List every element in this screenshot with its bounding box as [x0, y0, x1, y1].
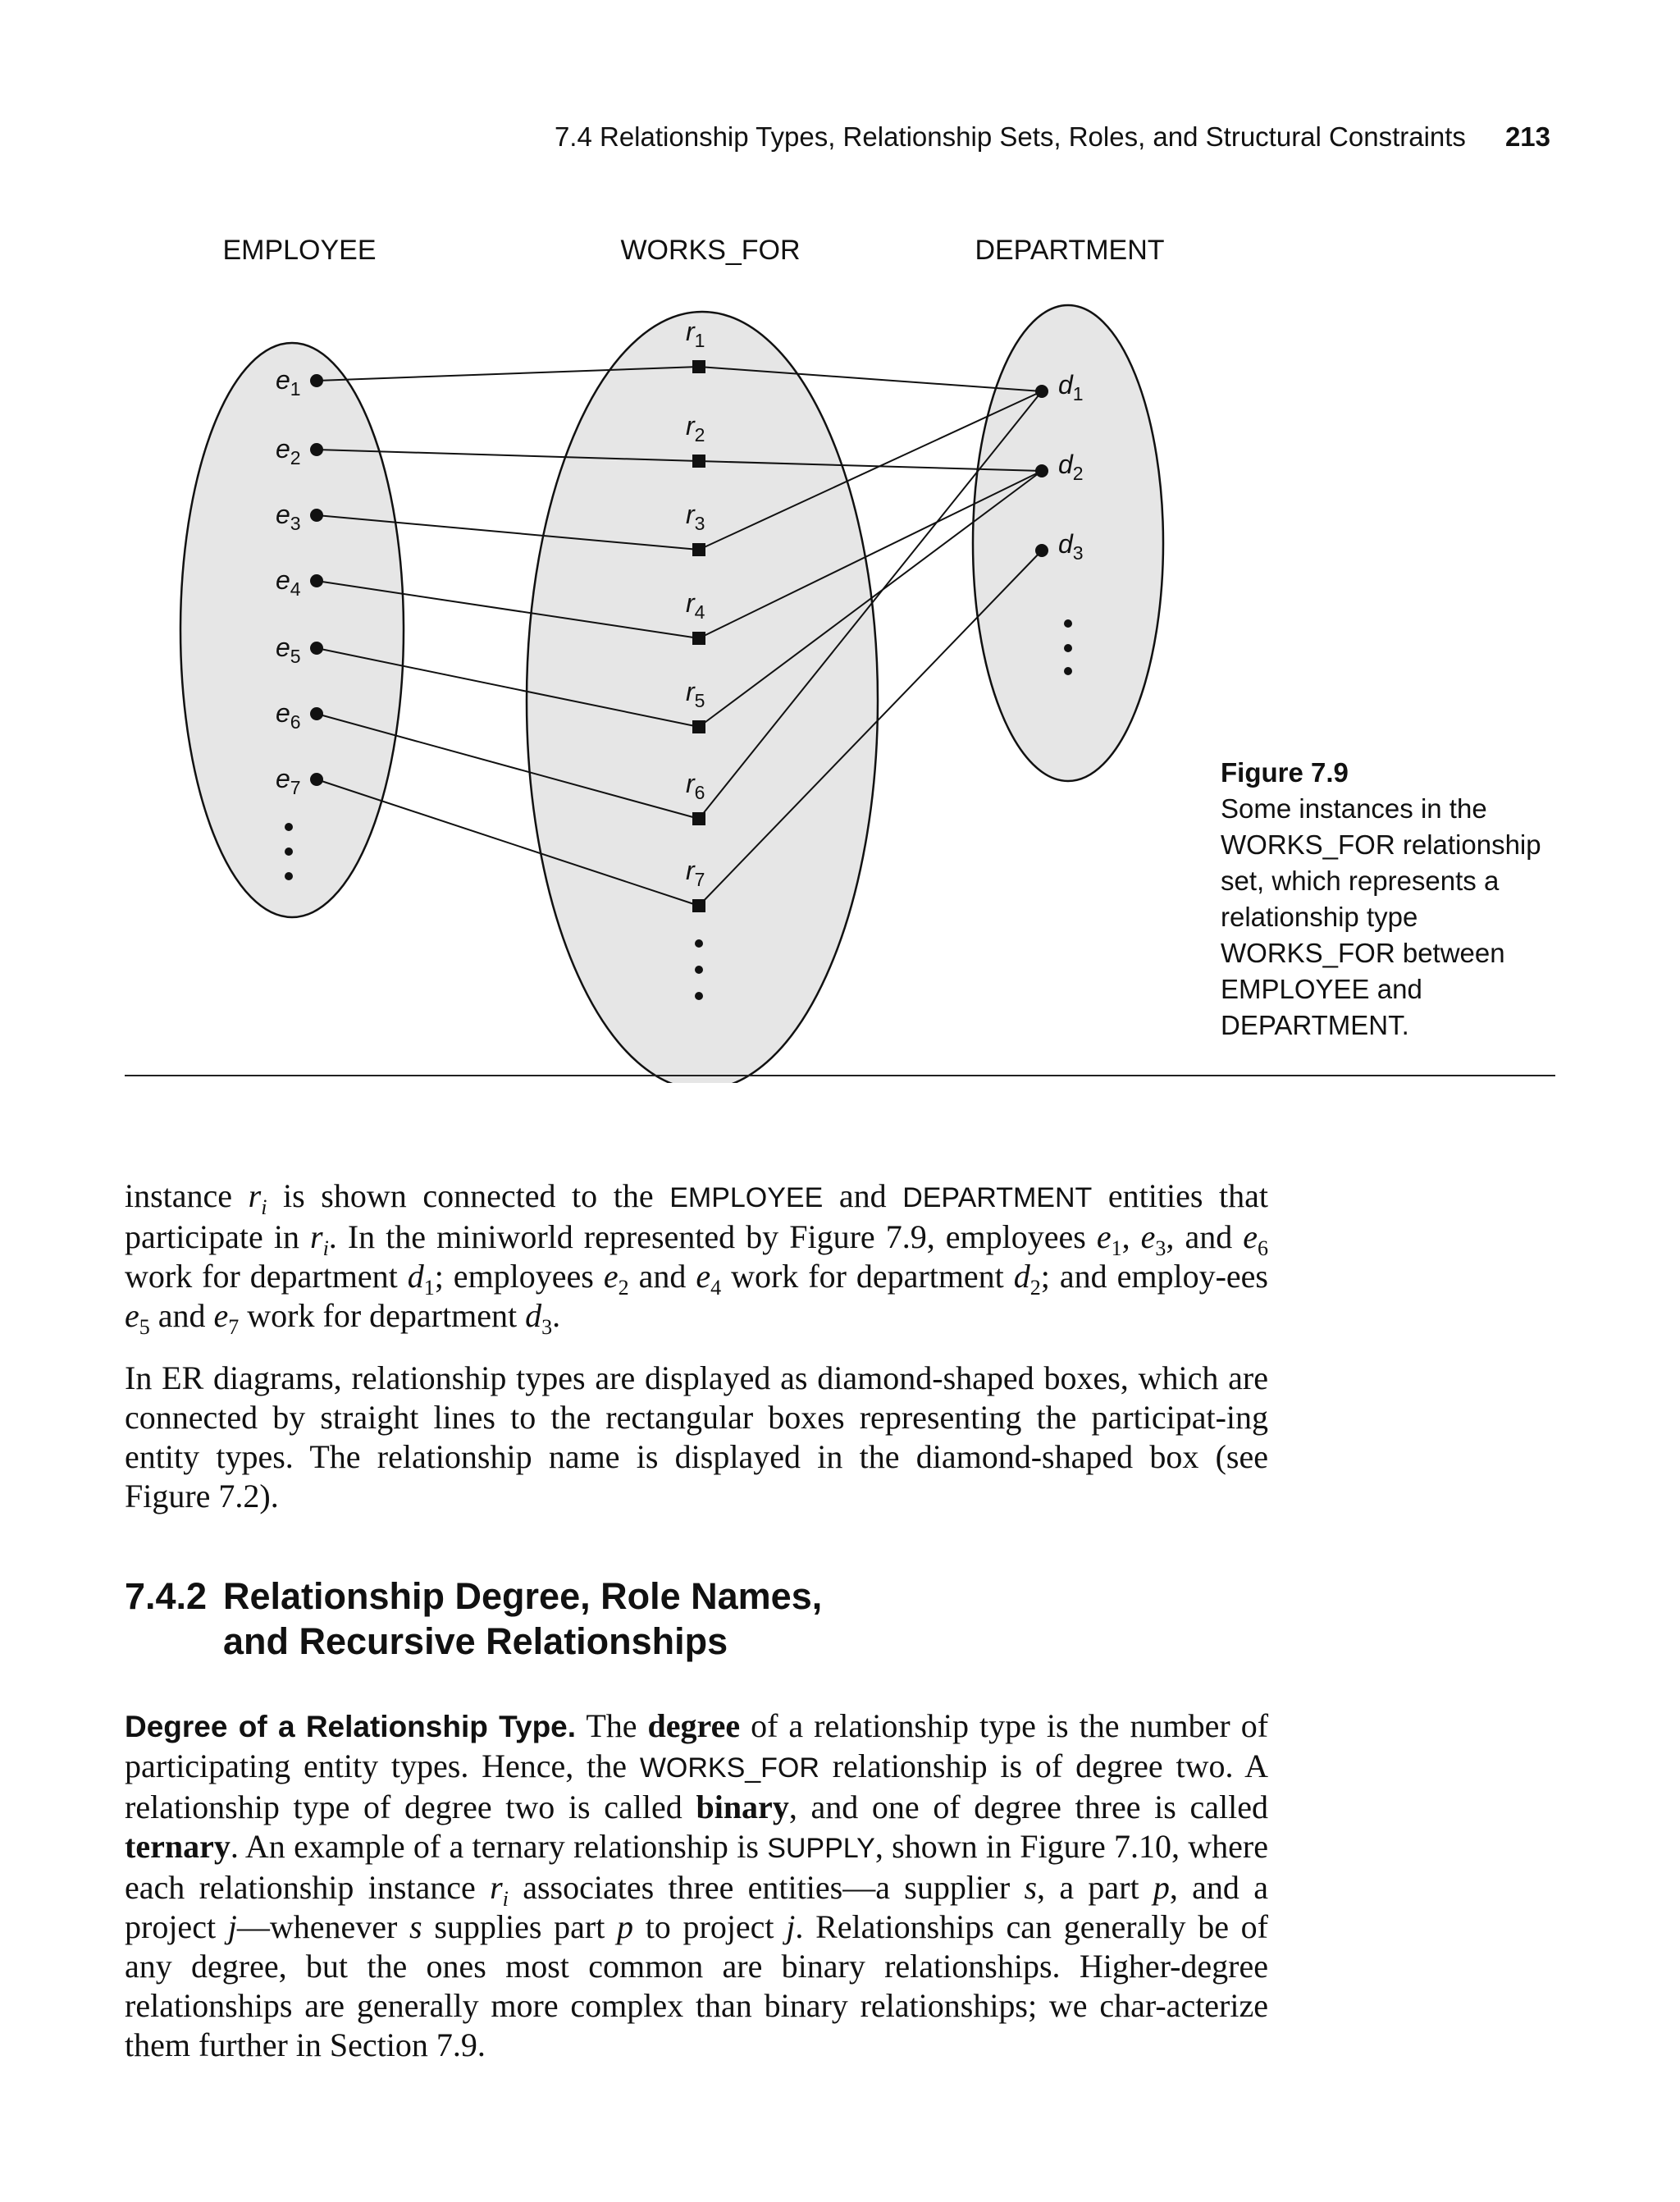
r6-square [692, 812, 705, 825]
r2-label: $r_2$ [686, 411, 705, 445]
figure-caption [1221, 755, 1582, 1044]
r2-square [692, 455, 705, 468]
label-employee: EMPLOYEE [222, 235, 377, 266]
e1-label: $e_1$ [276, 365, 301, 400]
r5-square [692, 720, 705, 733]
relationship-ellipsis-dot [695, 966, 703, 974]
e7-label: $e_7$ [276, 764, 301, 798]
e6-label: $e_6$ [276, 698, 301, 733]
figure-caption-text: Some instances in the WORKS_FOR relationship set, which represents a relationship type WORKS_FOR between EMPLOYEE and DEPARTMENT. [1221, 793, 1541, 1040]
e2-dot [310, 443, 323, 456]
department-ellipsis-dot [1064, 644, 1072, 652]
paragraph-degree: Degree of a Relationship Type. The degree of a relationship type is the number of participating entity types. Hence, the WORKS_FOR relationship is of degree two. A relationship type of degree two is called binary, and one of degree three is called ternary. An example of a ternary relationship is SUPPLY, shown in Figure 7.10, where each relationship instance $r_i$ associates three entities—a supplier s, a part p, and a project j—whenever s supplies part p to project j. Relationships can generally be of any degree, but the ones most common are binary relationships. Higher-degree relationships are generally more complex than binary relationships; we char-acterize them further in Section 7.9. [125, 1707, 1269, 2063]
r7-label: $r_7$ [686, 856, 705, 890]
e3-dot [310, 509, 323, 522]
r4-square [692, 632, 705, 645]
r1-square [692, 360, 705, 373]
running-title: 7.4 Relationship Types, Relationship Sets, Roles, and Structural Constraints [554, 121, 1466, 152]
r5-label: $r_5$ [686, 677, 705, 711]
e7-dot [310, 773, 323, 786]
e4-label: $e_4$ [276, 565, 301, 600]
employee-ellipsis-dot [285, 847, 293, 856]
figure-divider [125, 1075, 1555, 1076]
body-lower [125, 1706, 1268, 2088]
r6-label: $r_6$ [686, 769, 705, 803]
relationship-ellipsis-dot [695, 939, 703, 948]
e1-dot [310, 374, 323, 387]
r1-label: $r_1$ [686, 317, 705, 351]
d3-dot [1035, 544, 1048, 557]
figure-caption-title: Figure 7.9 [1221, 757, 1349, 788]
d3-label: $d_3$ [1058, 529, 1084, 564]
e5-label: $e_5$ [276, 633, 301, 667]
department-ellipsis-dot [1064, 667, 1072, 675]
label-works-for: WORKS_FOR [620, 235, 801, 266]
e4-dot [310, 574, 323, 587]
department-ellipsis-dot [1064, 619, 1072, 628]
body-upper [125, 1176, 1268, 1539]
section-title-line2: and Recursive Relationships [223, 1620, 728, 1662]
employee-ellipsis-dot [285, 823, 293, 831]
e2-label: $e_2$ [276, 434, 301, 468]
paragraph-er-diagrams: In ER diagrams, relationship types are displayed as diamond-shaped boxes, which are connected by straight lines to the rectangular boxes representing the participat-ing entity types. The relationship name is displayed in the diamond-shaped box (see Figure 7.2). [125, 1359, 1268, 1514]
e6-dot [310, 707, 323, 720]
section-number: 7.4.2 [125, 1575, 208, 1617]
label-department: DEPARTMENT [975, 235, 1165, 266]
page-number: 213 [1504, 121, 1550, 152]
r7-square [692, 899, 705, 912]
r3-square [692, 543, 705, 556]
e3-label: $e_3$ [276, 500, 301, 534]
r3-label: $r_3$ [686, 500, 705, 534]
paragraph-instance: instance $r_i$ is shown connected to the EMPLOYEE and DEPARTMENT entities that participate in $r_i$. In the miniworld represented by Figure 7.9, employees $e_1$, $e_3$, and $e_6$ work for department $d_1$; employees $e_2$ and $e_4$ work for department $d_2$; and employ-ees $e_5$ and $e_7$ work for department $d_3$. [125, 1177, 1269, 1339]
section-title-line1: Relationship Degree, Role Names, [223, 1575, 823, 1617]
r4-label: $r_4$ [686, 588, 705, 623]
relationship-ellipsis-dot [695, 992, 703, 1000]
d2-dot [1035, 464, 1048, 477]
employee-ellipsis-dot [285, 872, 293, 880]
employee-set-ellipse [180, 343, 404, 917]
e5-dot [310, 642, 323, 655]
d2-label: $d_2$ [1058, 450, 1084, 484]
d1-dot [1035, 385, 1048, 398]
section-heading [125, 1574, 1273, 1664]
d1-label: $d_1$ [1058, 370, 1084, 404]
